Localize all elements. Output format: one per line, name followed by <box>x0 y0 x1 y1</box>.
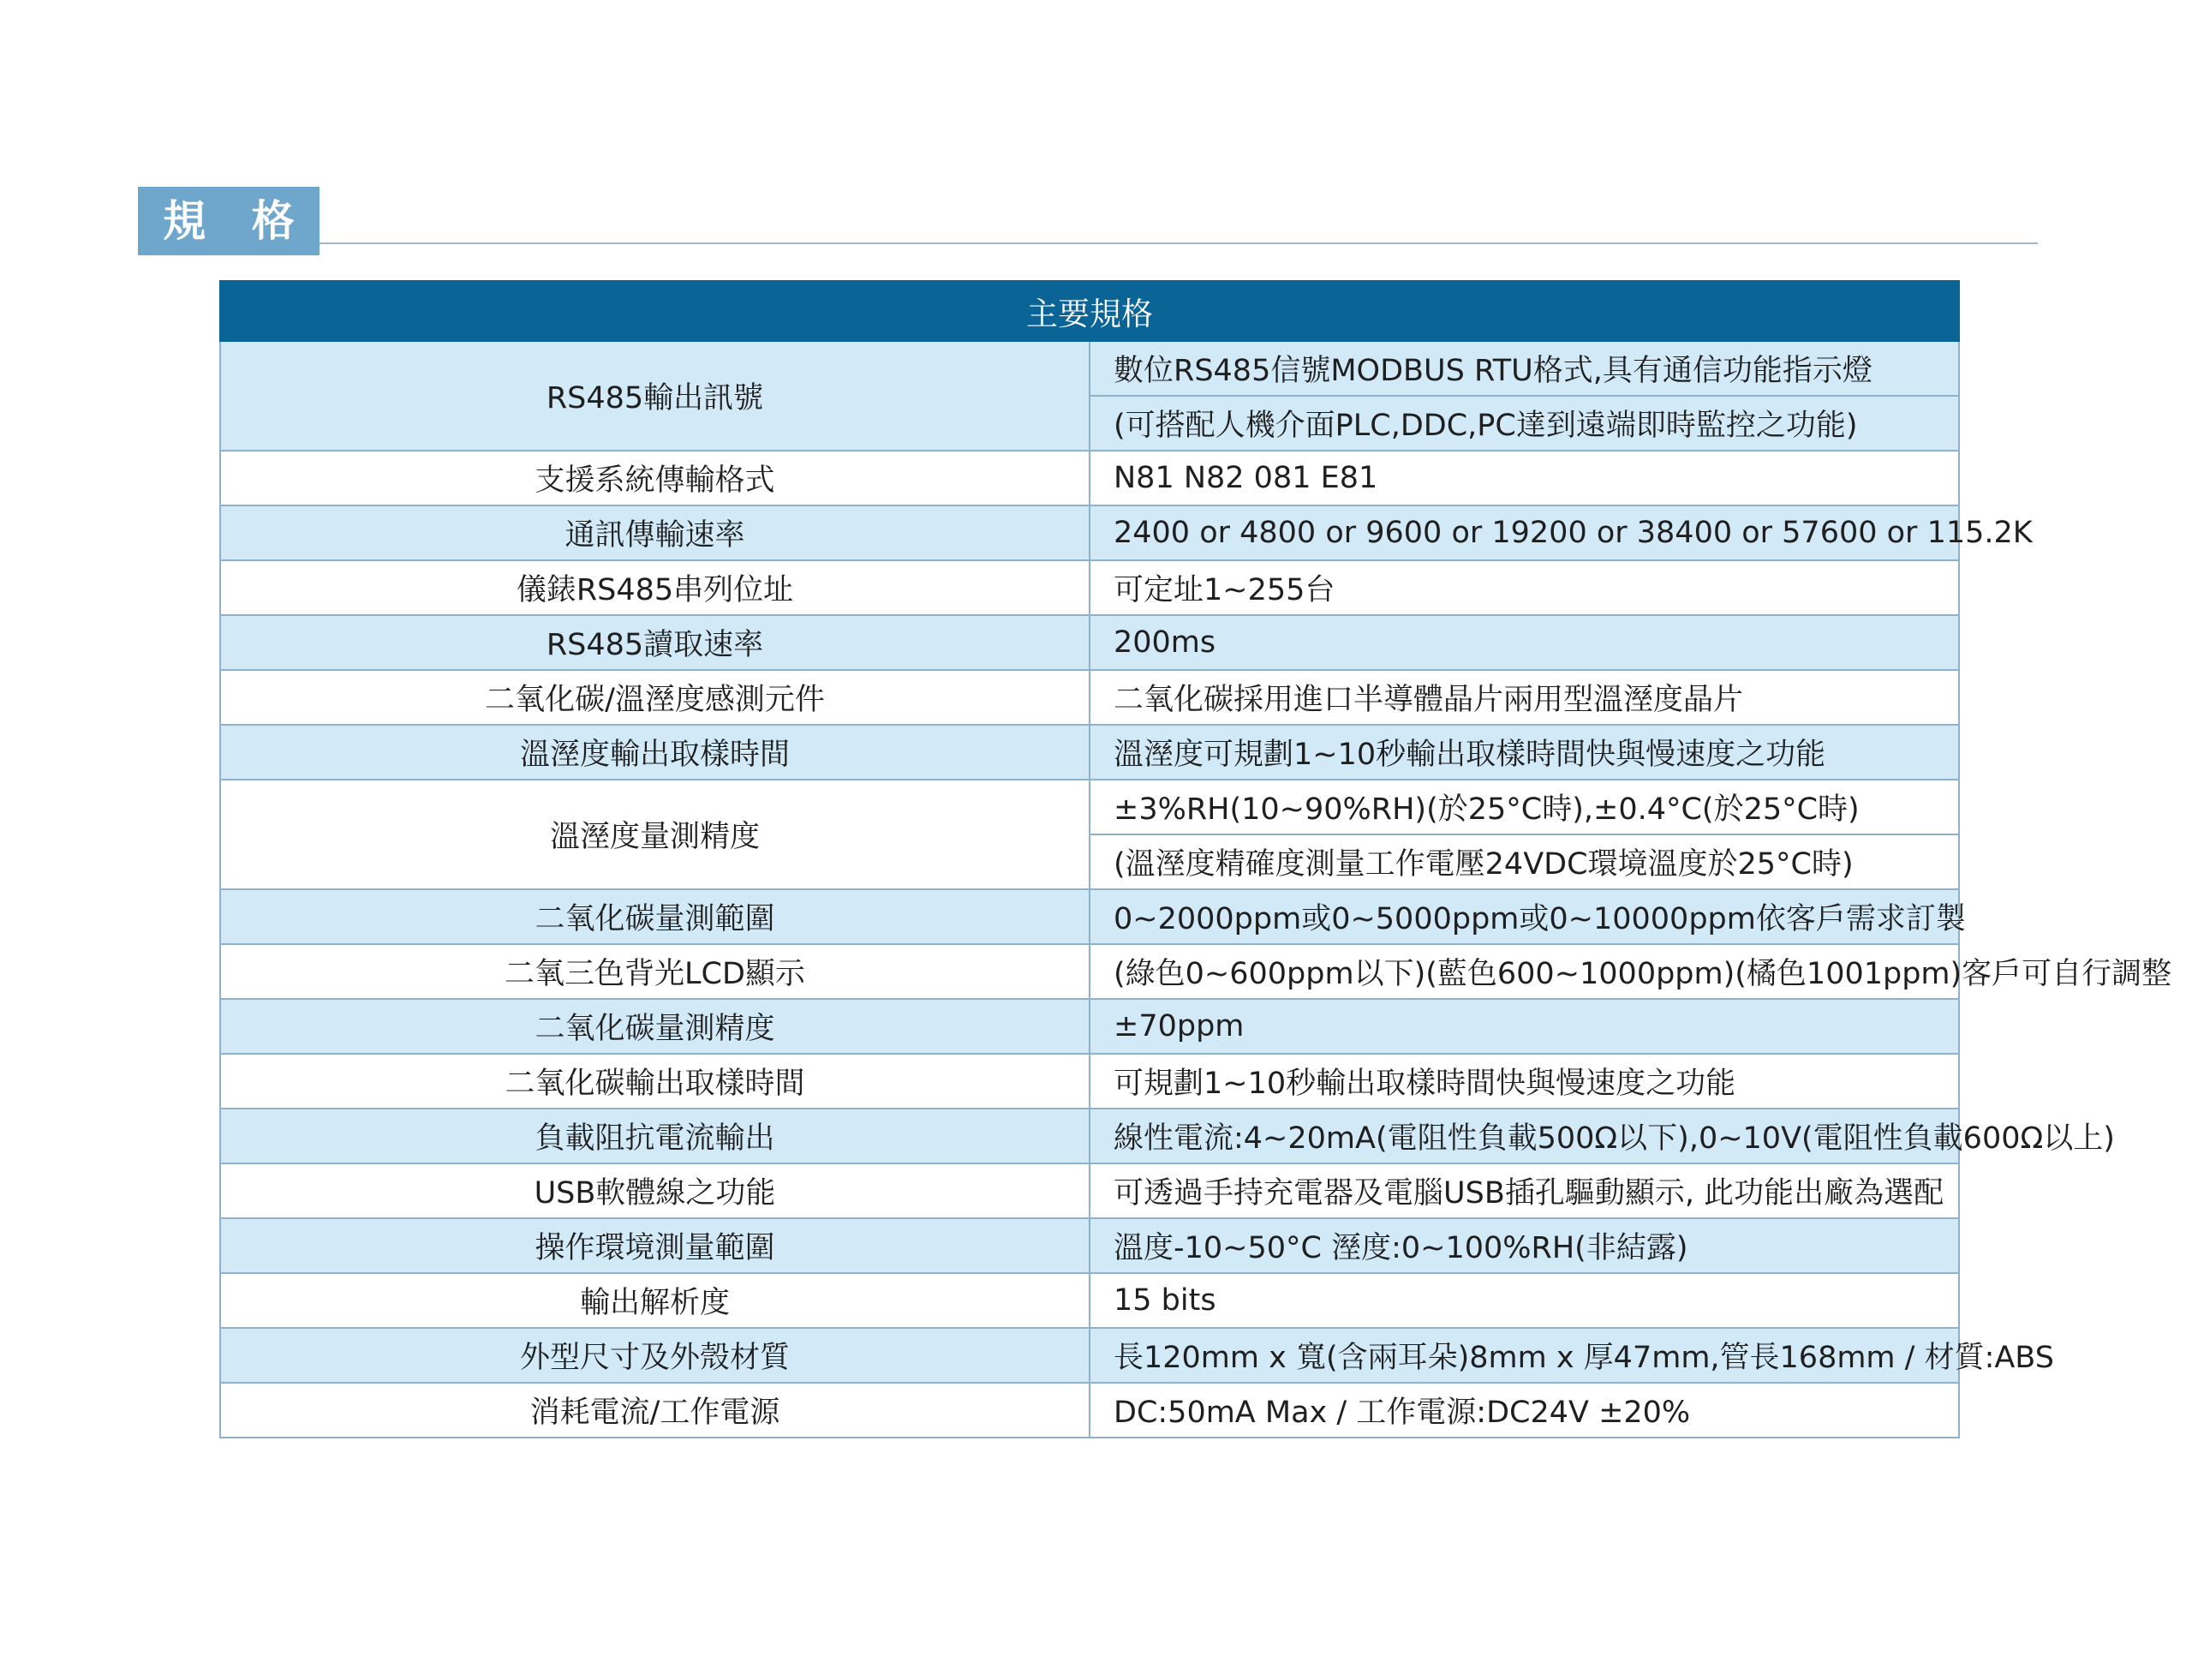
spec-label: 外型尺寸及外殼材質 <box>220 1328 1090 1383</box>
table-row <box>220 999 1959 1054</box>
table-row <box>220 1109 1959 1163</box>
spec-value: 二氧化碳採用進口半導體晶片兩用型溫溼度晶片 <box>1090 670 1959 725</box>
spec-label: 操作環境測量範圍 <box>220 1218 1090 1273</box>
spec-label: 二氧化碳輸出取樣時間 <box>220 1054 1090 1109</box>
table-row <box>220 1163 1959 1218</box>
table-header-row <box>220 281 1959 341</box>
spec-label: 二氧三色背光LCD顯示 <box>220 944 1090 999</box>
spec-label: 儀錶RS485串列位址 <box>220 560 1090 615</box>
spec-label: 支援系統傳輸格式 <box>220 451 1090 505</box>
spec-label: USB軟體線之功能 <box>220 1163 1090 1218</box>
spec-label: 溫溼度量測精度 <box>220 780 1090 889</box>
spec-value: 可定址1~255台 <box>1090 560 1959 615</box>
spec-value: (溫溼度精確度測量工作電壓24VDC環境溫度於25°C時) <box>1090 834 1959 889</box>
spec-table <box>219 280 2172 1438</box>
spec-value: 長120mm x 寬(含兩耳朵)8mm x 厚47mm,管長168mm / 材質:ABS <box>1090 1328 1959 1383</box>
table-row <box>220 1054 1959 1109</box>
spec-value: (綠色0~600ppm以下)(藍色600~1000ppm)(橘色1001ppm)客戶可自行調整 <box>1090 944 1959 999</box>
spec-value: 數位RS485信號MODBUS RTU格式,具有通信功能指示燈 <box>1090 341 1959 396</box>
spec-value: 可透過手持充電器及電腦USB插孔驅動顯示, 此功能出廠為選配 <box>1090 1163 1959 1218</box>
spec-value: 溫溼度可規劃1~10秒輸出取樣時間快與慢速度之功能 <box>1090 725 1959 780</box>
table-row <box>220 341 1959 396</box>
spec-value: 溫度-10~50°C 溼度:0~100%RH(非結露) <box>1090 1218 1959 1273</box>
spec-value: (可搭配人機介面PLC,DDC,PC達到遠端即時監控之功能) <box>1090 396 1959 451</box>
table-row <box>220 1328 1959 1383</box>
spec-label: 通訊傳輸速率 <box>220 505 1090 560</box>
spec-table-body <box>220 341 2172 1438</box>
spec-label: 負載阻抗電流輸出 <box>220 1109 1090 1163</box>
spec-label: 二氧化碳量測範圍 <box>220 889 1090 944</box>
table-row <box>220 1273 1959 1328</box>
table-row <box>220 451 1959 505</box>
spec-value: N81 N82 081 E81 <box>1090 451 1959 505</box>
table-row <box>220 780 1959 834</box>
table-row <box>220 615 1959 670</box>
section-header <box>138 187 2038 255</box>
spec-label: 溫溼度輸出取樣時間 <box>220 725 1090 780</box>
spec-label: 輸出解析度 <box>220 1273 1090 1328</box>
table-row <box>220 505 1959 560</box>
spec-label: RS485讀取速率 <box>220 615 1090 670</box>
table-row <box>220 725 1959 780</box>
spec-value: 0~2000ppm或0~5000ppm或0~10000ppm依客戶需求訂製 <box>1090 889 1959 944</box>
spec-value: 15 bits <box>1090 1273 1959 1328</box>
spec-value: ±3%RH(10~90%RH)(於25°C時),±0.4°C(於25°C時) <box>1090 780 1959 834</box>
spec-label: RS485輸出訊號 <box>220 341 1090 451</box>
spec-label: 二氧化碳量測精度 <box>220 999 1090 1054</box>
spec-value: 線性電流:4~20mA(電阻性負載500Ω以下),0~10V(電阻性負載600Ω以上) <box>1090 1109 1959 1163</box>
spec-label: 消耗電流/工作電源 <box>220 1383 1090 1438</box>
spec-label: 二氧化碳/溫溼度感測元件 <box>220 670 1090 725</box>
table-row <box>220 889 1959 944</box>
spec-value: 可規劃1~10秒輸出取樣時間快與慢速度之功能 <box>1090 1054 1959 1109</box>
spec-value: 200ms <box>1090 615 1959 670</box>
section-title: 規 格 <box>138 187 320 255</box>
spec-value: 2400 or 4800 or 9600 or 19200 or 38400 or 57600 or 115.2K <box>1090 505 1959 560</box>
table-row <box>220 670 1959 725</box>
table-row <box>220 944 1959 999</box>
spec-value: DC:50mA Max / 工作電源:DC24V ±20% <box>1090 1383 1959 1438</box>
table-title: 主要規格 <box>220 281 1959 341</box>
table-row <box>220 1383 1959 1438</box>
table-row <box>220 1218 1959 1273</box>
table-row <box>220 560 1959 615</box>
spec-value: ±70ppm <box>1090 999 1959 1054</box>
section-divider <box>320 242 2038 244</box>
